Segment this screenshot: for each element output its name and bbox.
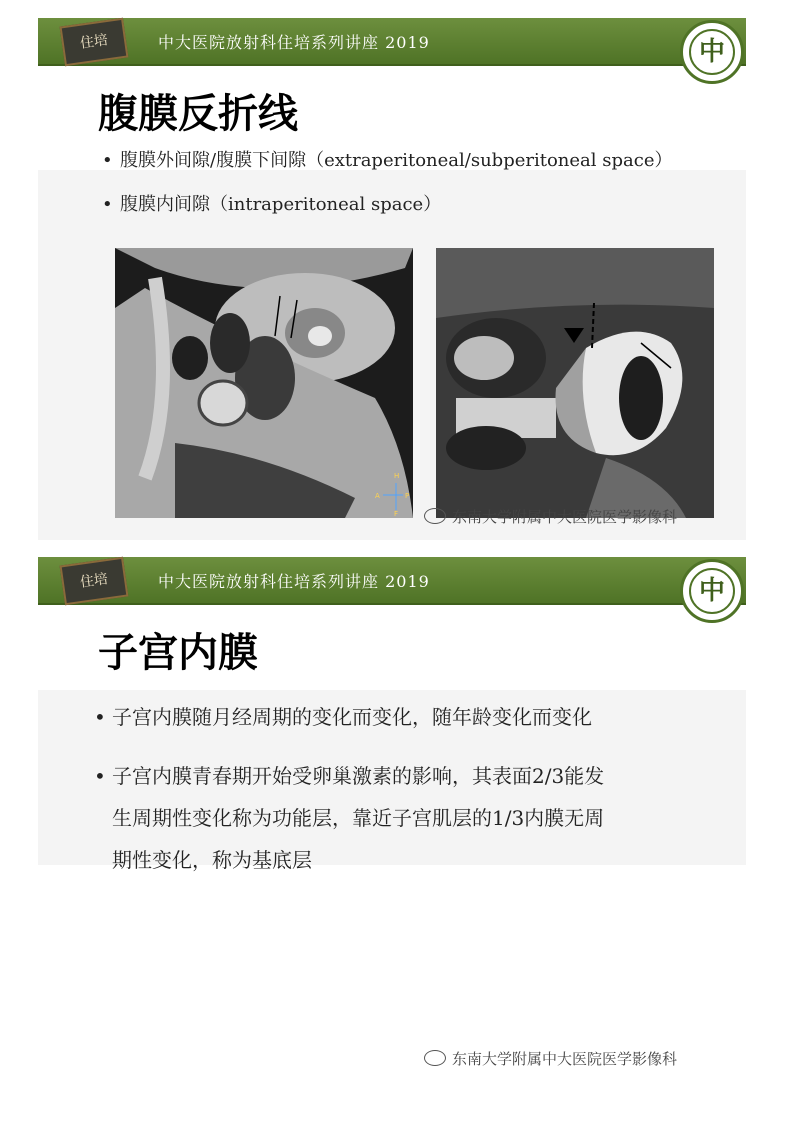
- bullet-item: • 腹膜内间隙（intraperitoneal space）: [102, 194, 442, 215]
- svg-text:P: P: [405, 492, 410, 500]
- wechat-icon: [424, 1050, 446, 1066]
- slide-endometrium: [38, 557, 746, 877]
- svg-text:A: A: [375, 492, 380, 500]
- bullet-dot-icon: •: [102, 194, 113, 215]
- mri-image-sagittal-right: [436, 248, 714, 518]
- badge-chalkboard: 住培: [60, 18, 129, 67]
- slide-peritoneal-reflection: [38, 18, 746, 538]
- bullet-dot-icon: •: [94, 705, 106, 729]
- mri-right-drawing: [436, 248, 714, 518]
- slide-title: 子宫内膜: [98, 630, 258, 676]
- banner-title: 中大医院放射科住培系列讲座 2019: [158, 572, 430, 591]
- bullet-item: • 子宫内膜青春期开始受卵巢激素的影响，其表面2/3能发 生周期性变化称为功能层，靠近子宫肌层的1/3内膜无周 期性变化，称为基底层: [94, 755, 604, 881]
- bullet-item: • 腹膜外间隙/腹膜下间隙（extraperitoneal/subperitoneal space）: [102, 150, 673, 171]
- bullet-item: • 子宫内膜随月经周期的变化而变化，随年龄变化而变化: [94, 705, 592, 729]
- hospital-seal-logo: 中: [680, 559, 744, 623]
- hospital-seal-logo: 中: [680, 20, 744, 84]
- svg-text:F: F: [394, 510, 399, 518]
- mri-left-drawing: [115, 248, 413, 518]
- bullet-dot-icon: •: [102, 150, 113, 171]
- mri-image-sagittal-left: [115, 248, 413, 518]
- slide-banner: [38, 557, 746, 605]
- slide-banner: [38, 18, 746, 66]
- bullet-dot-icon: •: [94, 764, 106, 788]
- watermark: 东南大学附属中大医院医学影像科: [424, 1048, 677, 1069]
- wechat-icon: [424, 508, 446, 524]
- slide-title: 腹膜反折线: [98, 91, 298, 137]
- svg-text:H: H: [394, 472, 400, 480]
- banner-title: 中大医院放射科住培系列讲座 2019: [158, 33, 430, 52]
- watermark: 东南大学附属中大医院医学影像科: [424, 506, 677, 527]
- badge-chalkboard: 住培: [60, 557, 129, 606]
